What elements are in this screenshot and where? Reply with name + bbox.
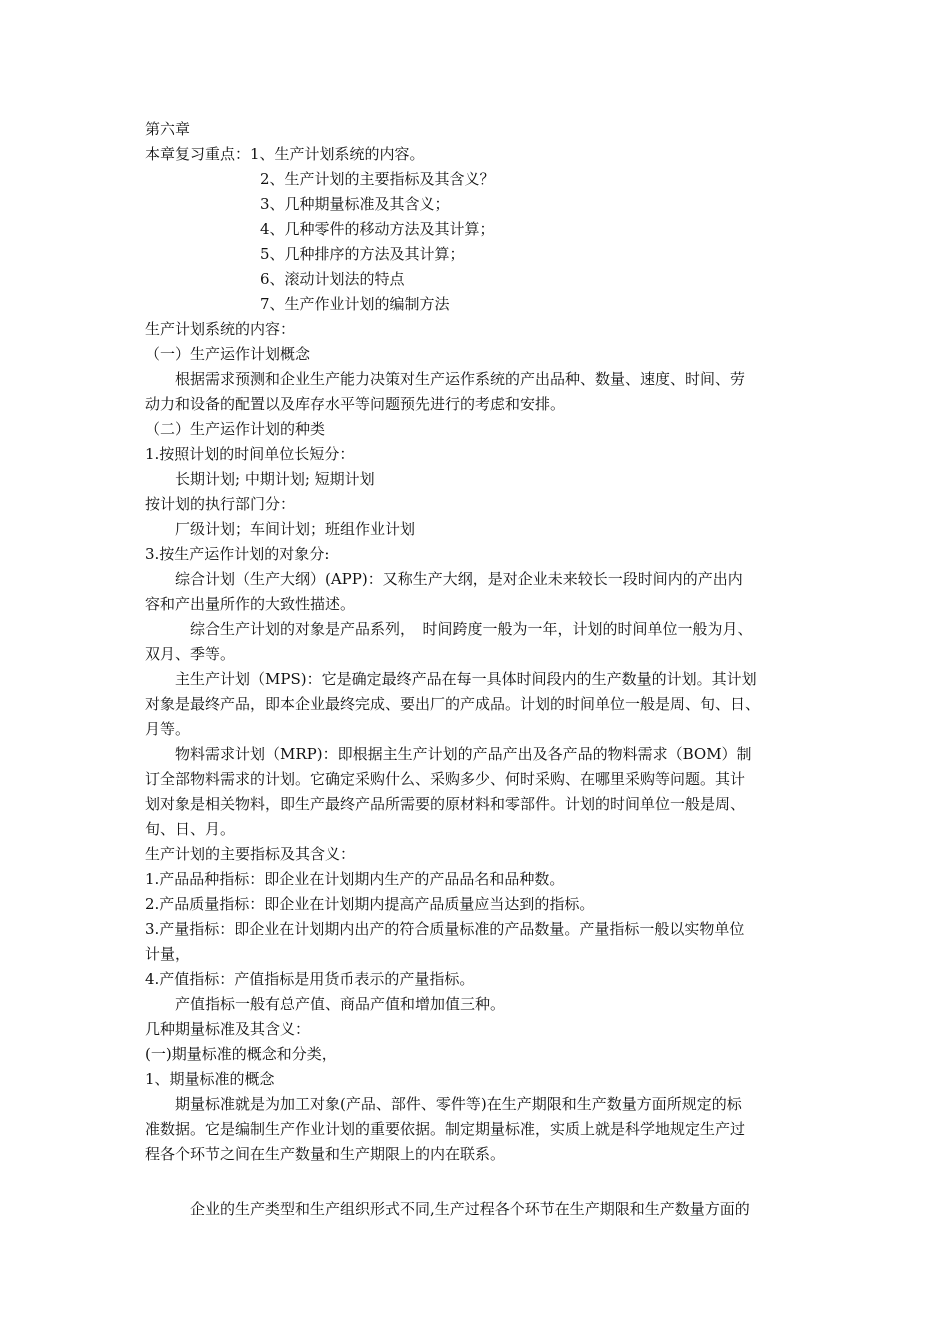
review-point: 5、几种排序的方法及其计算； [260,245,465,263]
paragraph-line: 长期计划; 中期计划; 短期计划 [145,470,375,488]
subsection-heading: （一）生产运作计划概念 [145,345,311,363]
review-point: 4、几种零件的移动方法及其计算； [260,220,495,238]
paragraph-line: 月等。 [145,720,191,738]
paragraph-line: 根据需求预测和企业生产能力决策对生产运作系统的产出品种、数量、速度、时间、劳 [145,370,746,388]
review-point: 3、几种期量标准及其含义； [260,195,450,213]
paragraph-line: 划对象是相关物料，即生产最终产品所需要的原材料和零部件。计划的时间单位一般是周、 [145,795,746,813]
paragraph-line: 程各个环节之间在生产数量和生产期限上的内在联系。 [145,1145,506,1163]
paragraph-line: 物料需求计划（MRP)：即根据主生产计划的产品产出及各产品的物料需求（BOM）制 [145,745,752,763]
paragraph-line: 对象是最终产品，即本企业最终完成、要出厂的产成品。计划的时间单位一般是周、旬、日、 [145,695,761,713]
section-heading: 生产计划的主要指标及其含义： [145,845,356,863]
paragraph-line: 主生产计划（MPS)：它是确定最终产品在每一具体时间段内的生产数量的计划。其计划 [145,670,757,688]
subsection-heading: (一)期量标准的概念和分类， [145,1045,337,1063]
paragraph-line: 订全部物料需求的计划。它确定采购什么、采购多少、何时采购、在哪里采购等问题。其计 [145,770,746,788]
subsection-heading: （二）生产运作计划的种类 [145,420,326,438]
paragraph-line: 期量标准就是为加工对象(产品、部件、零件等)在生产期限和生产数量方面所规定的标 [145,1095,742,1113]
paragraph-line: 动力和设备的配置以及库存水平等问题预先进行的考虑和安排。 [145,395,566,413]
review-point: 7、生产作业计划的编制方法 [260,295,450,313]
paragraph-line: 4.产值指标：产值指标是用货币表示的产量指标。 [145,970,475,988]
paragraph-line: 计量， [145,945,191,963]
subsection-heading: 1、期量标准的概念 [145,1070,275,1088]
review-lead: 本章复习重点：1、生产计划系统的内容。 [145,145,425,163]
paragraph-line: 厂级计划；车间计划；班组作业计划 [145,520,416,538]
paragraph-line: 旬、日、月。 [145,820,236,838]
paragraph-line: 企业的生产类型和生产组织形式不同,生产过程各个环节在生产期限和生产数量方面的 [145,1200,750,1218]
paragraph-line: 按计划的执行部门分： [145,495,296,513]
paragraph-line: 准数据。它是编制生产作业计划的重要依据。制定期量标准，实质上就是科学地规定生产过 [145,1120,746,1138]
chapter-title: 第六章 [145,120,191,138]
paragraph-line: 综合计划（生产大纲）(APP)：又称生产大纲，是对企业未来较长一段时间内的产出内 [145,570,743,588]
section-heading: 几种期量标准及其含义： [145,1020,311,1038]
section-heading: 生产计划系统的内容： [145,320,296,338]
paragraph-line: 产值指标一般有总产值、商品产值和增加值三种。 [145,995,506,1013]
paragraph-line: 1.产品品种指标：即企业在计划期内生产的产品品名和品种数。 [145,870,565,888]
review-point: 2、生产计划的主要指标及其含义？ [260,170,495,188]
review-point: 6、滚动计划法的特点 [260,270,405,288]
paragraph-line: 双月、季等。 [145,645,236,663]
paragraph-line: 2.产品质量指标：即企业在计划期内提高产品质量应当达到的指标。 [145,895,595,913]
paragraph-line: 3.按生产运作计划的对象分: [145,545,330,563]
paragraph-line: 容和产出量所作的大致性描述。 [145,595,356,613]
paragraph-line: 1.按照计划的时间单位长短分： [145,445,355,463]
paragraph-line: 综合生产计划的对象是产品系列， 时间跨度一般为一年，计划的时间单位一般为月、 [145,620,753,638]
paragraph-line: 3.产量指标：即企业在计划期内出产的符合质量标准的产品数量。产量指标一般以实物单位 [145,920,745,938]
